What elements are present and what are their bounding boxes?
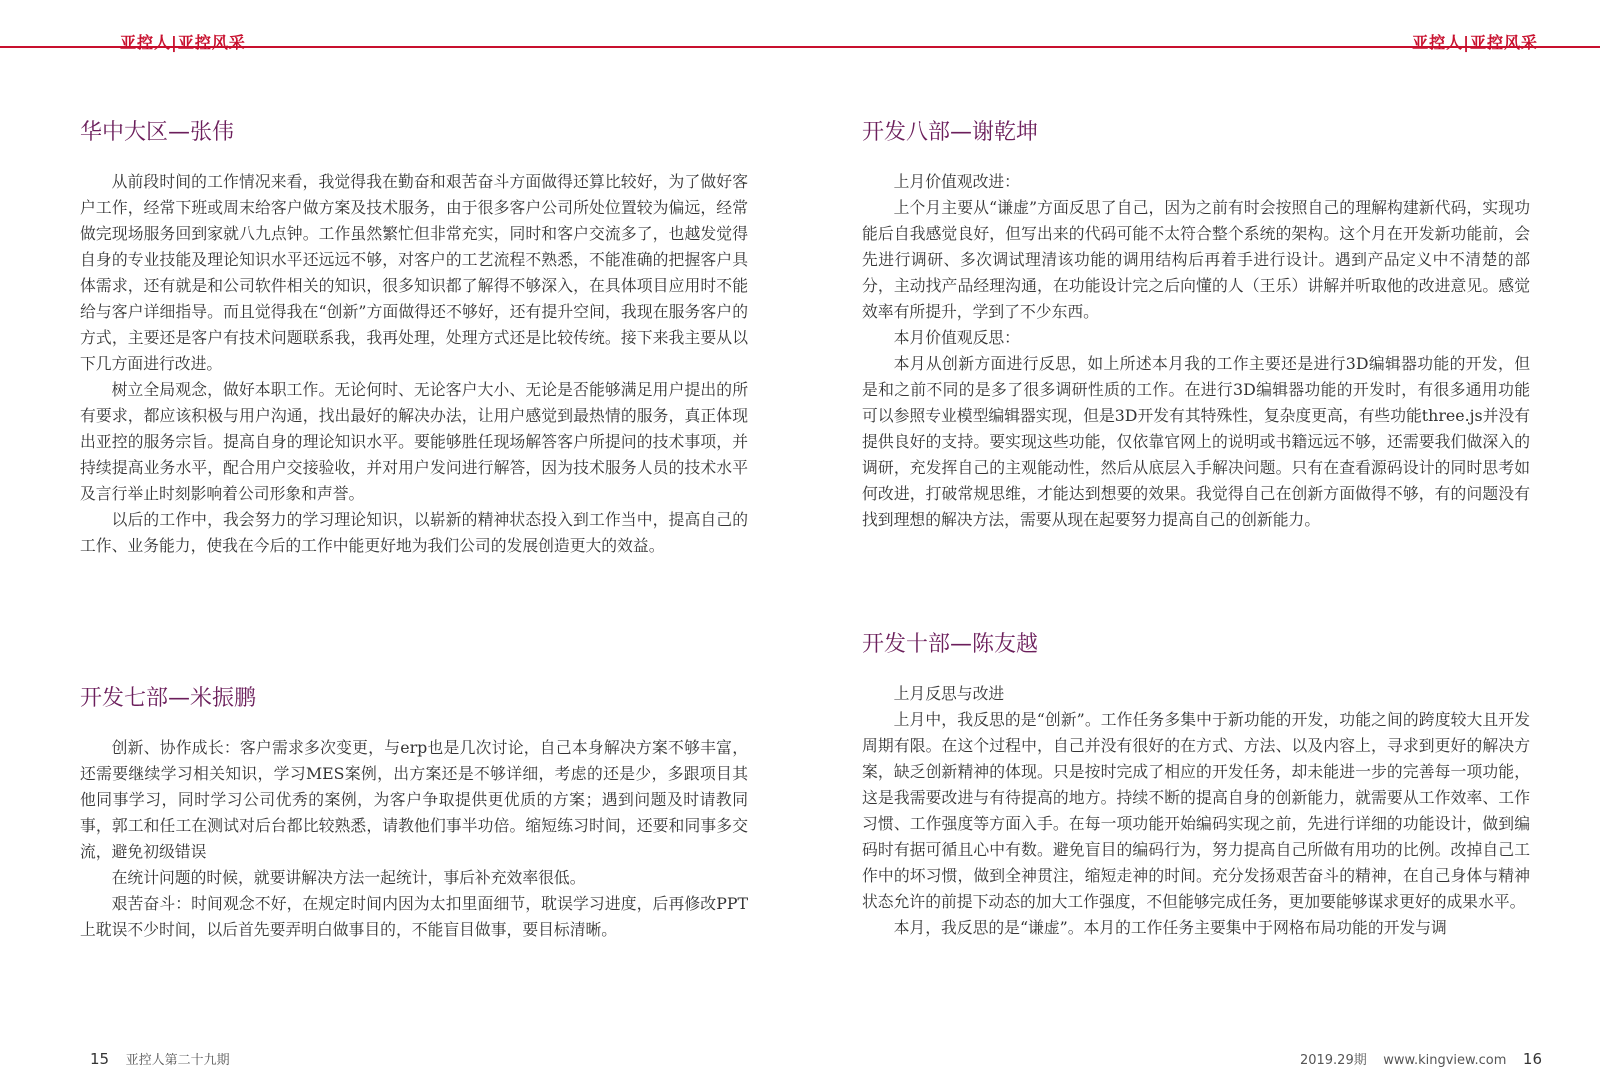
section-mizhenpeng: [80, 684, 748, 943]
paragraph: 以后的工作中，我会努力的学习理论知识，以崭新的精神状态投入到工作当中，提高自己的工作、业务能力，使我在今后的工作中能更好地为我们公司的发展创造更大的效益。: [80, 510, 748, 555]
section-title: 开发八部—谢乾坤: [862, 120, 1039, 145]
paragraph: 上月中，我反思的是“创新”。工作任务多集中于新功能的开发，功能之间的跨度较大且开发周期有限。在这个过程中，自己并没有很好的在方式、方法、以及内容上，寻求到更好的解决方案，缺乏创新精神的体现。只是按时完成了相应的开发任务，却未能进一步的完善每一项功能，这是我需要改进与有待提高的地方。持续不断的提高自身的创新能力，就需要从工作效率、工作习惯、工作强度等方面入手。在每一项功能开始编码实现之前，先进行详细的功能设计，做到编码时有据可循且心中有数。避免盲目的编码行为，努力提高自己所做有用功的比例。改掉自己工作中的坏习惯，做到全神贯注，缩短走神的时间。充分发扬艰苦奋斗的精神，在自己身体与精神状态允许的前提下动态的加大工作强度，不但能够完成任务，更加要能够谋求更好的成果水平。: [862, 710, 1530, 911]
paragraph: 上个月主要从“谦虚”方面反思了自己，因为之前有时会按照自己的理解构建新代码，实现功能后自我感觉良好，但写出来的代码可能不太符合整个系统的架构。这个月在开发新功能前，会先进行调研、多次调试理清该功能的调用结构后再着手进行设计。遇到产品定义中不清楚的部分，主动找产品经理沟通，在功能设计完之后向懂的人（王乐）讲解并听取他的改进意见。感觉效率有所提升，学到了不少东西。: [862, 198, 1530, 321]
paragraph: 艰苦奋斗：时间观念不好，在规定时间内因为太扣里面细节，耽误学习进度，后再修改PPT上耽误不少时间，以后首先要弄明白做事目的，不能盲目做事，要目标清晰。: [80, 894, 748, 939]
header-brand-right: 亚控人|亚控风采: [1412, 33, 1538, 52]
paragraph: 从前段时间的工作情况来看，我觉得我在勤奋和艰苦奋斗方面做得还算比较好，为了做好客户工作，经常下班或周末给客户做方案及技术服务，由于很多客户公司所处位置较为偏远，经常做完现场服务回到家就八九点钟。工作虽然繁忙但非常充实，同时和客户交流多了，也越发觉得自身的专业技能及理论知识水平还远远不够，对客户的工艺流程不熟悉，不能准确的把握客户具体需求，还有就是和公司软件相关的知识，很多知识都了解得不够深入，在具体项目应用时不能给与客户详细指导。而且觉得我在“创新”方面做得还不够好，还有提升空间，我现在服务客户的方式，主要还是客户有技术问题联系我，我再处理，处理方式还是比较传统。接下来我主要从以下几方面进行改进。: [80, 172, 748, 373]
page-number: 15: [90, 1050, 110, 1068]
header-brand-left: 亚控人|亚控风采: [120, 33, 246, 52]
paragraph: 上月价值观改进：: [893, 172, 1020, 191]
paragraph: 本月价值观反思：: [893, 328, 1020, 347]
paragraph: 在统计问题的时候，就要讲解决方法一起统计，事后补充效率很低。: [111, 868, 586, 887]
section-title: 开发七部—米振鹏: [80, 686, 257, 711]
footer-right: [1300, 1049, 1542, 1068]
paragraph: 树立全局观念，做好本职工作。无论何时、无论客户大小、无论是否能够满足用户提出的所有要求，都应该积极与用户沟通，找出最好的解决办法，让用户感觉到最热情的服务，真正体现出亚控的服务宗旨。提高自身的理论知识水平。要能够胜任现场解答客户所提问的技术事项，并持续提高业务水平，配合用户交接验收，并对用户发问进行解答，因为技术服务人员的技术水平及言行举止时刻影响着公司形象和声誉。: [80, 380, 748, 503]
section-zhangwei: [80, 118, 748, 559]
page-number: 16: [1522, 1050, 1542, 1068]
section-chenyouyue: [862, 630, 1530, 941]
issue-date: 2019.29期: [1299, 1053, 1367, 1068]
paragraph: 本月，我反思的是“谦虚”。本月的工作任务主要集中于网格布局功能的开发与调: [893, 918, 1447, 937]
footer-left: [90, 1049, 230, 1068]
issue-label: 亚控人第二十九期: [125, 1053, 230, 1068]
section-title: 开发十部—陈友越: [862, 632, 1039, 657]
website-link[interactable]: www.kingview.com: [1383, 1053, 1507, 1068]
paragraph: 上月反思与改进: [893, 684, 1005, 703]
section-title: 华中大区—张伟: [80, 120, 235, 145]
section-xieqiankun: [862, 118, 1530, 533]
paragraph: 本月从创新方面进行反思，如上所述本月我的工作主要还是进行3D编辑器功能的开发，但是和之前不同的是多了很多调研性质的工作。在进行3D编辑器功能的开发时，有很多通用功能可以参照专业模型编辑器实现，但是3D开发有其特殊性，复杂度更高，有些功能three.js并没有提供良好的支持。要实现这些功能，仅依靠官网上的说明或书籍远远不够，还需要我们做深入的调研，充发挥自己的主观能动性，然后从底层入手解决问题。只有在查看源码设计的同时思考如何改进，打破常规思维，才能达到想要的效果。我觉得自己在创新方面做得不够，有的问题没有找到理想的解决方法，需要从现在起要努力提高自己的创新能力。: [862, 354, 1530, 529]
paragraph: 创新、协作成长：客户需求多次变更，与erp也是几次讨论，自己本身解决方案不够丰富，还需要继续学习相关知识，学习MES案例，出方案还是不够详细，考虑的还是少，多跟项目其他同事学习，同时学习公司优秀的案例，为客户争取提供更优质的方案；遇到问题及时请教同事，郭工和任工在测试对后台都比较熟悉，请教他们事半功倍。缩短练习时间，还要和同事多交流，避免初级错误: [80, 738, 748, 861]
